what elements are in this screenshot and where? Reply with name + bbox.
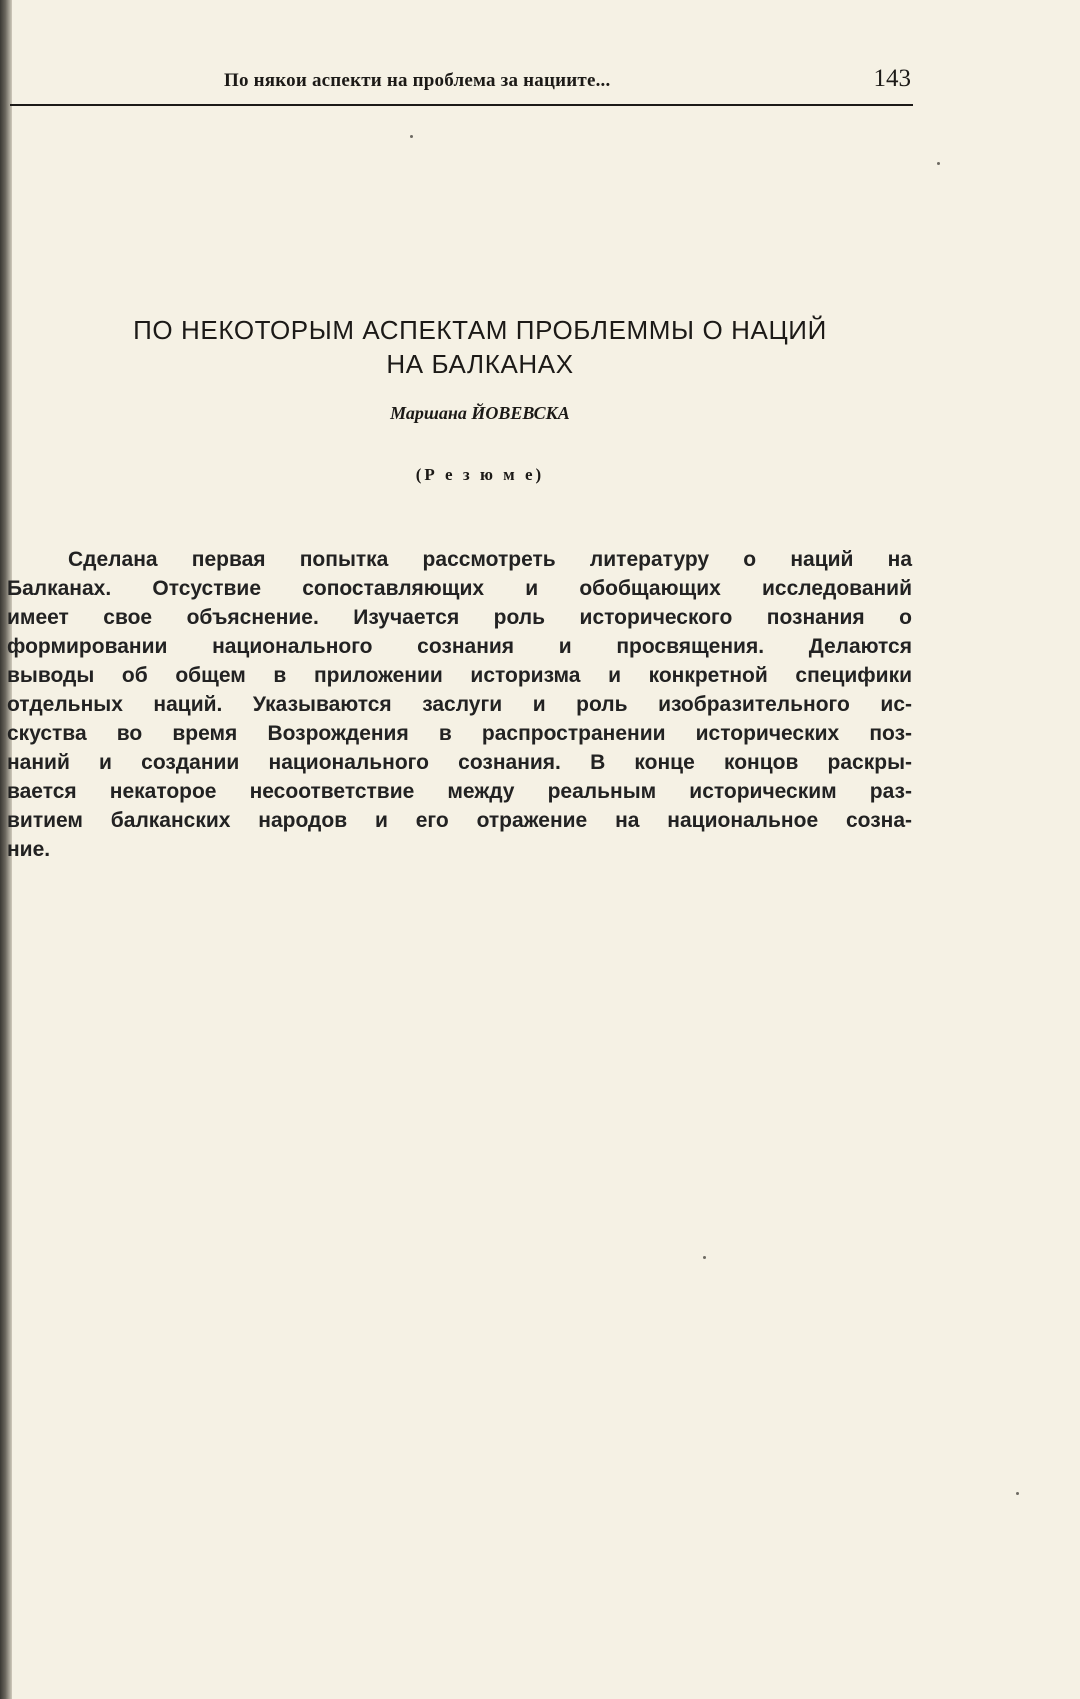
abstract-line: наний и создании национального сознания. В конце концов раскры- (7, 751, 912, 774)
author-name: Маршана ЙОВЕВСКА (390, 403, 570, 423)
abstract-line: Балканах. Отсуствие сопоставляющих и обобщающих исследований (7, 577, 912, 600)
abstract-line: скуства во время Возрождения в распространении исторических поз- (7, 722, 912, 745)
abstract-line: Сделана первая попытка рассмотреть литературу о наций на (68, 548, 912, 571)
abstract-line: ние. (7, 838, 51, 861)
page-number: 143 (873, 65, 911, 92)
paper-speck (937, 162, 940, 165)
paper-speck (1016, 1492, 1019, 1495)
article-title-line: НА БАЛКАНАХ (386, 349, 574, 379)
running-head (10, 62, 913, 106)
paper-speck (410, 135, 413, 138)
abstract-line: отдельных наций. Указываются заслуги и роль изобразительного ис- (7, 693, 912, 716)
article-title-line: ПО НЕКОТОРЫМ АСПЕКТАМ ПРОБЛЕММЫ О НАЦИЙ (133, 315, 827, 345)
abstract-line: имеет свое объяснение. Изучается роль исторического познания о (7, 606, 912, 629)
abstract-line: витием балканских народов и его отражение на национальное созна- (7, 809, 912, 832)
abstract-line: вается некаторое несоответствие между реальным историческим раз- (7, 780, 912, 803)
paper-speck (703, 1256, 706, 1259)
abstract-line: формировании национального сознания и просвящения. Делаются (7, 635, 912, 658)
abstract-text (7, 545, 912, 864)
section-label: (Р е з ю м е) (415, 465, 545, 484)
article-title (40, 313, 920, 381)
abstract-line: выводы об общем в приложении историзма и конкретной специфики (7, 664, 912, 687)
running-head-title: По някои аспекти на проблема за нациите... (224, 70, 611, 91)
